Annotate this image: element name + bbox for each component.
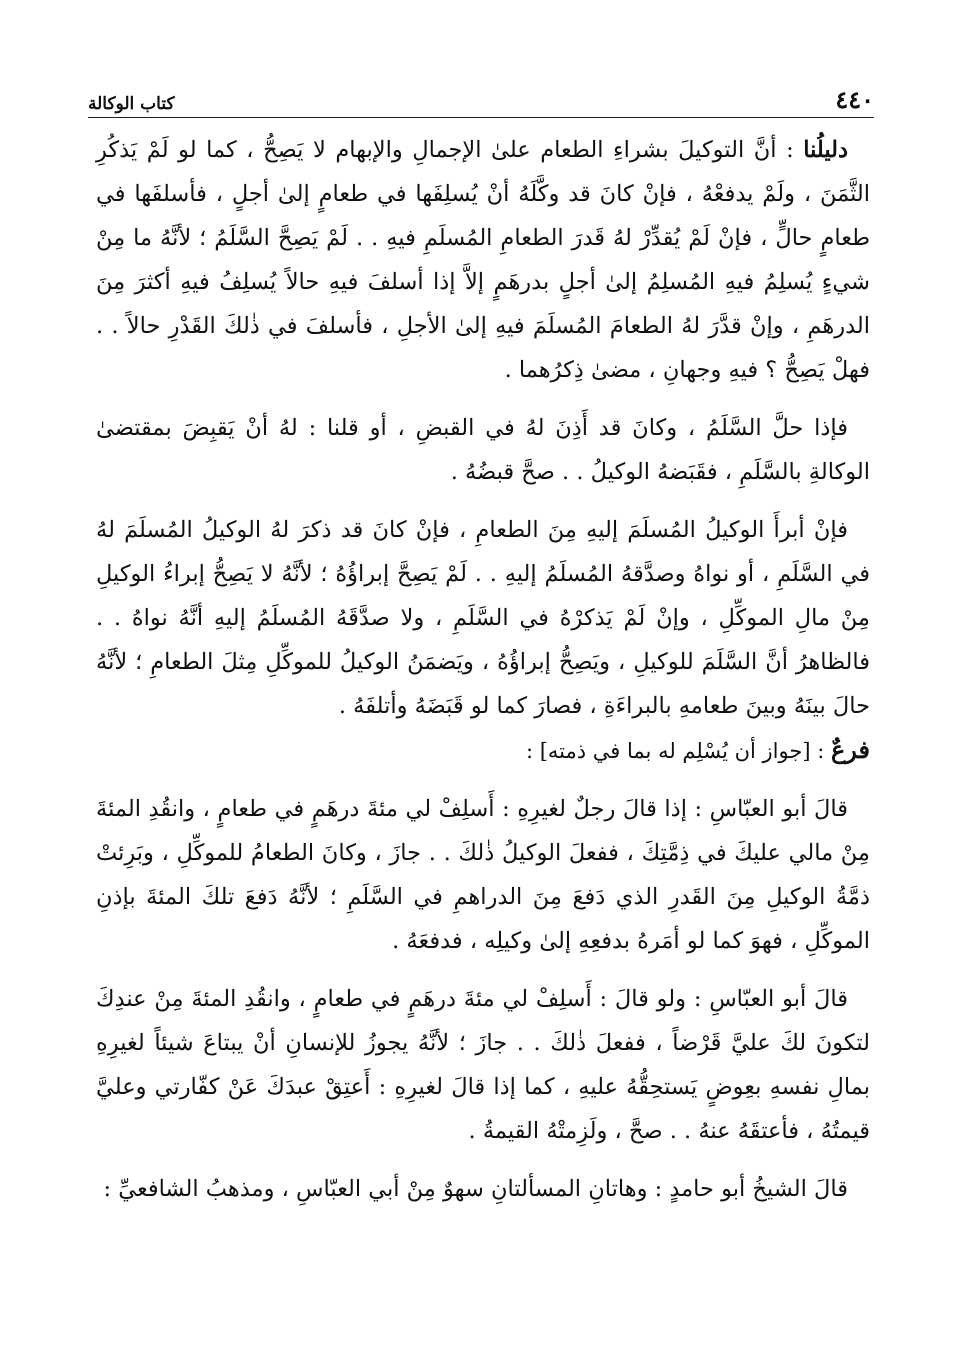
paragraph-4 [96,787,870,963]
paragraph-1 [96,128,870,392]
paragraph-lead: دليلُنا [803,137,848,163]
page-number: ٤٤٠ [835,85,874,114]
paragraph-text: قالَ أبو العبّاسِ : إذا قالَ رجلٌ لغيرِهِ : أَسلِفْ لي مئةَ درهَمٍ في طعامٍ ، وانقُدِ المئةَ مِنْ مالي عليكَ في ذِمَّتِكَ ، ففعلَ الوكيلُ ذٰلكَ . . جازَ ، وكانَ الطعامُ للموكِّلِ ، وبَرِئتْ ذمَّةُ الوكيلِ مِنَ القَدرِ الذي دَفعَ مِنَ الدراهمِ في السَّلَمِ ؛ لأنَّهُ دَفعَ تلكَ المئةَ بإذنِ الموكِّلِ ، فهوَ كما لو أمَرهُ بدفعِهِ إلىٰ وكيلِه ، فدفعَهُ . [96,796,870,954]
paragraph-text: فإنْ أبرأَ الوكيلُ المُسلَمَ إليهِ مِنَ الطعامِ ، فإنْ كانَ قد ذكرَ لهُ الوكيلُ المُسلَمَ لهُ في السَّلَمِ ، أو نواهُ وصدَّقهُ المُسلَمُ إليهِ . . لَمْ يَصِحَّ إبراؤُهُ ؛ لأنَّهُ لا يَصِحُّ إبراءُ الوكيلِ مِنْ مالِ الموكِّلِ ، وإنْ لَمْ يَذكرْهُ في السَّلَمِ ، ولا صدَّقَهُ المُسلَمُ إليهِ أنَّهُ نواهُ . . فالظاهرُ أنَّ السَّلَمَ للوكيلِ ، ويَصِحُّ إبراؤُهُ ، ويَضمَنُ الوكيلُ للموكِّلِ مِثلَ الطعامِ ؛ لأنَّهُ حالَ بينَهُ وبينَ طعامهِ بالبراءَةِ ، فصارَ كما لو قَبَضَهُ وأتلفَهُ . [96,517,870,719]
paragraph-2 [96,406,870,494]
paragraph-text: قالَ أبو العبّاسِ : ولو قالَ : أَسلِفْ لي مئةَ درهَمٍ في طعامٍ ، وانقُدِ المئةَ مِنْ عندِكَ لتكونَ لكَ عليَّ قَرْضاً ، ففعلَ ذٰلكَ . . جازَ ؛ لأنَّهُ يجوزُ للإنسانِ أنْ يبتاعَ شيئاً لغيرِهِ بمالِ نفسهِ بعِوضٍ يَستحِقُّهُ عليهِ ، كما إذا قالَ لغيرِهِ : أَعتِقْ عبدَكَ عَنْ كفّارتي وعليَّ قيمتُهُ ، فأعتقَهُ عنهُ . . صحَّ ، ولَزِمتْهُ القيمةُ . [96,986,870,1144]
section-title: : [جواز أن يُسْلِم له بما في ذمته] : [525,739,831,763]
paragraph-text: قالَ الشيخُ أبو حامدٍ : وهاتانِ المسألتانِ سهوٌ مِنْ أبي العبّاسِ ، ومذهبُ الشافعيِّ : [103,1176,848,1202]
running-title: كتاب الوكالة [88,94,175,114]
paragraph-5 [96,977,870,1153]
paragraph-3 [96,508,870,728]
section-label: فرعٌ [830,735,870,764]
page-header [88,84,874,118]
paragraph-6 [96,1167,870,1211]
paragraph-text: : أنَّ التوكيلَ بشراءِ الطعام علىٰ الإجمالِ والإبهام لا يَصِحُّ ، كما لو لَمْ يَذكُرِ الثَّمَنَ ، ولَمْ يدفعْهُ ، فإنْ كانَ قد وكَّلَهُ أنْ يُسلِفَها في طعامٍ إلىٰ أجلٍ ، فأسلفَها في طعامٍ حالٍّ ، فإنْ لَمْ يُقدِّرْ لهُ قَدرَ الطعامِ المُسلَمِ فيهِ . . لَمْ يَصِحَّ السَّلَمُ ؛ لأنَّهُ ما مِنْ شيءٍ يُسلِمُ فيهِ المُسلِمُ إلىٰ أجلٍ بدرهَمٍ إلاَّ إذا أسلفَ فيهِ حالاً يُسلِفُ فيهِ أكثرَ مِنَ الدرهَمِ ، وإنْ قدَّرَ لهُ الطعامَ المُسلَمَ فيهِ إلىٰ الأجلِ ، فأسلفَ في ذٰلكَ القَدْرِ حالاً . . فهلْ يَصِحُّ ؟ فيهِ وجهانِ ، مضىٰ ذِكرُهما . [96,137,870,383]
section-heading [96,728,870,773]
page-body [96,128,870,1211]
paragraph-text: فإذا حلَّ السَّلَمُ ، وكانَ قد أَذِنَ لهُ في القبضِ ، أو قلنا : لهُ أنْ يَقبِضَ بمقتضىٰ الوكالةِ بالسَّلَمِ ، فقَبَضهُ الوكيلُ . . صحَّ قبضُهُ . [96,415,870,485]
